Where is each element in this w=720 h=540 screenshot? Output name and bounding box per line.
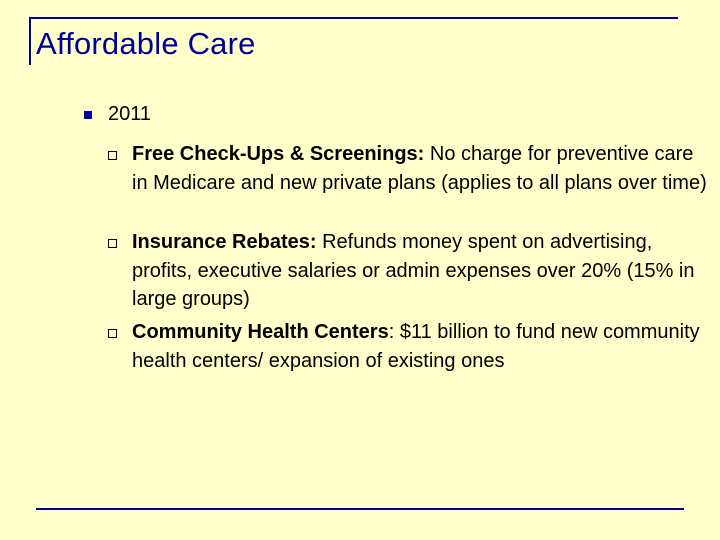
title-top-rule xyxy=(31,17,678,19)
list-item-heading: Community Health Centers xyxy=(132,321,389,343)
list-item-body: Refunds money spent on advertising, profits, executive salaries or admin expenses over 20% (15% in large groups) xyxy=(132,231,695,310)
square-bullet-icon xyxy=(84,111,92,119)
title-left-rule xyxy=(29,17,31,65)
hollow-square-bullet-icon xyxy=(108,329,117,338)
hollow-square-bullet-icon xyxy=(108,239,117,248)
list-item-text xyxy=(132,318,712,375)
list-item-heading: Insurance Rebates: xyxy=(132,231,317,253)
bullet-year-label: 2011 xyxy=(108,103,152,125)
slide-title: Affordable Care xyxy=(36,26,256,61)
hollow-square-bullet-icon xyxy=(108,151,117,160)
footer-rule xyxy=(36,508,684,510)
list-item-body: : $11 billion to fund new community health centers/ expansion of existing ones xyxy=(132,321,700,372)
list-item-body: No charge for preventive care in Medicare and new private plans (applies to all plans over time) xyxy=(132,143,707,194)
list-item-heading: Free Check-Ups & Screenings: xyxy=(132,143,425,165)
list-item-text xyxy=(132,228,712,314)
list-item-text xyxy=(132,140,712,197)
